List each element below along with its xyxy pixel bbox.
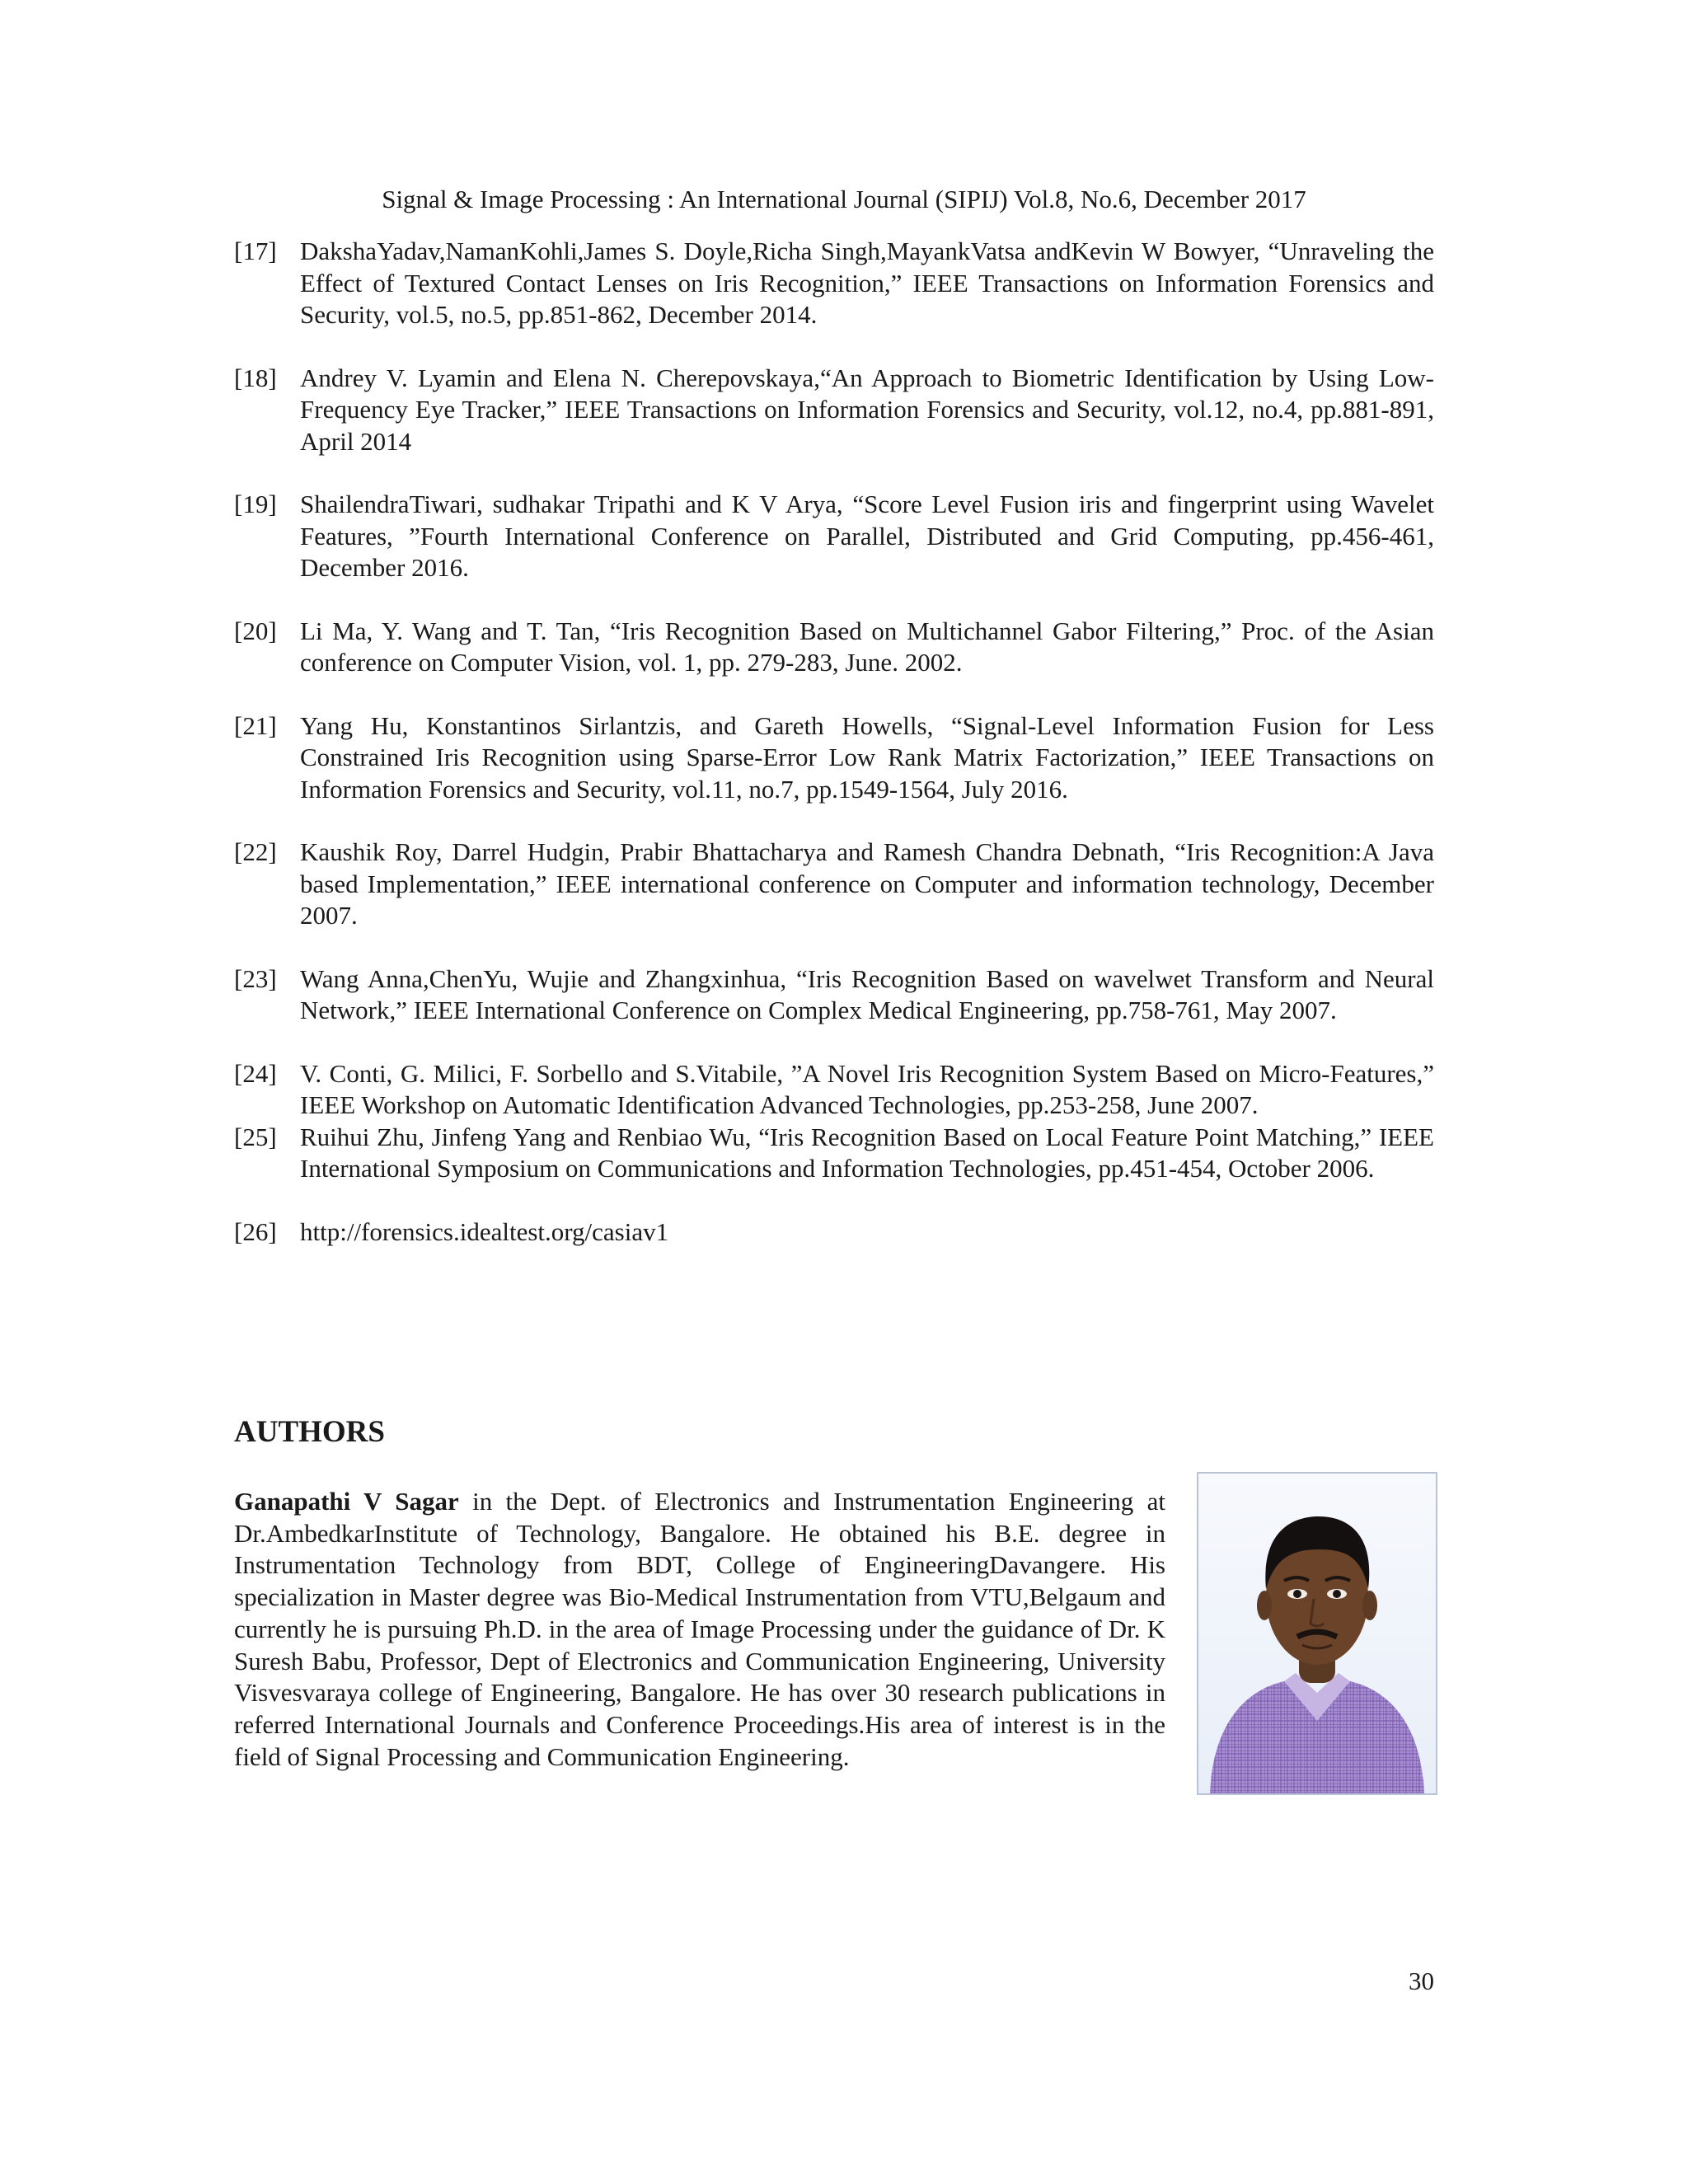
- reference-number: [17]: [234, 237, 277, 265]
- reference-text: Yang Hu, Konstantinos Sirlantzis, and Gareth Howells, “Signal-Level Information Fusion for Less Constrained Iris Recognition using Sparse-Error Low Rank Matrix Factorization,” IEEE Transactions on Information Forensics and Security, vol.11, no.7, pp.1549-1564, July 2016.: [300, 710, 1434, 804]
- running-header: Signal & Image Processing : An International Journal (SIPIJ) Vol.8, No.6, December 2017: [382, 185, 1306, 213]
- reference-number: [22]: [234, 837, 277, 866]
- reference-item: [234, 1216, 1434, 1249]
- reference-list: [234, 236, 1434, 1279]
- reference-number: [19]: [234, 490, 277, 518]
- reference-number: [18]: [234, 363, 277, 392]
- reference-text: Ruihui Zhu, Jinfeng Yang and Renbiao Wu, “Iris Recognition Based on Local Feature Point Matching,” IEEE International Symposium on Communications and Information Technologies, pp.451-454, October 2006.: [300, 1122, 1434, 1183]
- reference-item: [234, 710, 1434, 806]
- reference-number: [26]: [234, 1216, 277, 1246]
- reference-text: Andrey V. Lyamin and Elena N. Cherepovskaya,“An Approach to Biometric Identification by Using Low-Frequency Eye Tracker,” IEEE Transactions on Information Forensics and Security, vol.12, no.4, pp.881-891, April 2014: [300, 363, 1434, 456]
- reference-number: [25]: [234, 1122, 277, 1151]
- reference-number: [21]: [234, 710, 277, 740]
- reference-text: Kaushik Roy, Darrel Hudgin, Prabir Bhattacharya and Ramesh Chandra Debnath, “Iris Recognition:A Java based Implementation,” IEEE international conference on Computer and information technology, December 2007.: [300, 837, 1434, 930]
- reference-item: [234, 1122, 1434, 1185]
- reference-number: [23]: [234, 963, 277, 993]
- reference-item: [234, 489, 1434, 584]
- reference-item: [234, 363, 1434, 458]
- reference-number: [24]: [234, 1058, 277, 1088]
- reference-item: [234, 616, 1434, 679]
- author-photo: [1197, 1472, 1437, 1795]
- reference-item: [234, 963, 1434, 1027]
- author-bio-text: in the Dept. of Electronics and Instrumentation Engineering at Dr.AmbedkarInstitute of Technology, Bangalore. He obtained his B.E. degree in Instrumentation Technology from BDT, College of EngineeringDavangere. His specialization in Master degree was Bio-Medical Instrumentation from VTU,Belgaum and currently he is pursuing Ph.D. in the area of Image Processing under the guidance of Dr. K Suresh Babu, Professor, Dept of Electronics and Communication Engineering, University Visvesvaraya college of Engineering, Bangalore. He has over 30 research publications in referred International Journals and Conference Proceedings.His area of interest is in the field of Signal Processing and Communication Engineering.: [234, 1487, 1165, 1771]
- reference-text: ShailendraTiwari, sudhakar Tripathi and K V Arya, “Score Level Fusion iris and fingerprint using Wavelet Features, ”Fourth International Conference on Parallel, Distributed and Grid Computing, pp.456-461, December 2016.: [300, 490, 1434, 582]
- reference-item: [234, 1058, 1434, 1122]
- reference-text: DakshaYadav,NamanKohli,James S. Doyle,Richa Singh,MayankVatsa andKevin W Bowyer, “Unraveling the Effect of Textured Contact Lenses on Iris Recognition,” IEEE Transactions on Information Forensics and Security, vol.5, no.5, pp.851-862, December 2014.: [300, 237, 1434, 329]
- reference-item: [234, 236, 1434, 331]
- reference-item: [234, 837, 1434, 932]
- author-portrait-illustration: [1198, 1474, 1436, 1793]
- reference-text: Wang Anna,ChenYu, Wujie and Zhangxinhua, “Iris Recognition Based on wavelwet Transform and Neural Network,” IEEE International Conference on Complex Medical Engineering, pp.758-761, May 2007.: [300, 963, 1434, 1024]
- page-number: 30: [1409, 1966, 1434, 1995]
- reference-text: V. Conti, G. Milici, F. Sorbello and S.Vitabile, ”A Novel Iris Recognition System Based on Micro-Features,” IEEE Workshop on Automatic Identification Advanced Technologies, pp.253-258, June 2007.: [300, 1058, 1434, 1119]
- reference-link[interactable]: http://forensics.idealtest.org/casiav1: [300, 1216, 669, 1246]
- author-name: Ganapathi V Sagar: [234, 1487, 459, 1516]
- author-bio: [234, 1486, 1165, 1773]
- reference-number: [20]: [234, 616, 277, 645]
- reference-text: Li Ma, Y. Wang and T. Tan, “Iris Recognition Based on Multichannel Gabor Filtering,” Proc. of the Asian conference on Computer Vision, vol. 1, pp. 279-283, June. 2002.: [300, 616, 1434, 677]
- authors-heading: AUTHORS: [234, 1415, 385, 1449]
